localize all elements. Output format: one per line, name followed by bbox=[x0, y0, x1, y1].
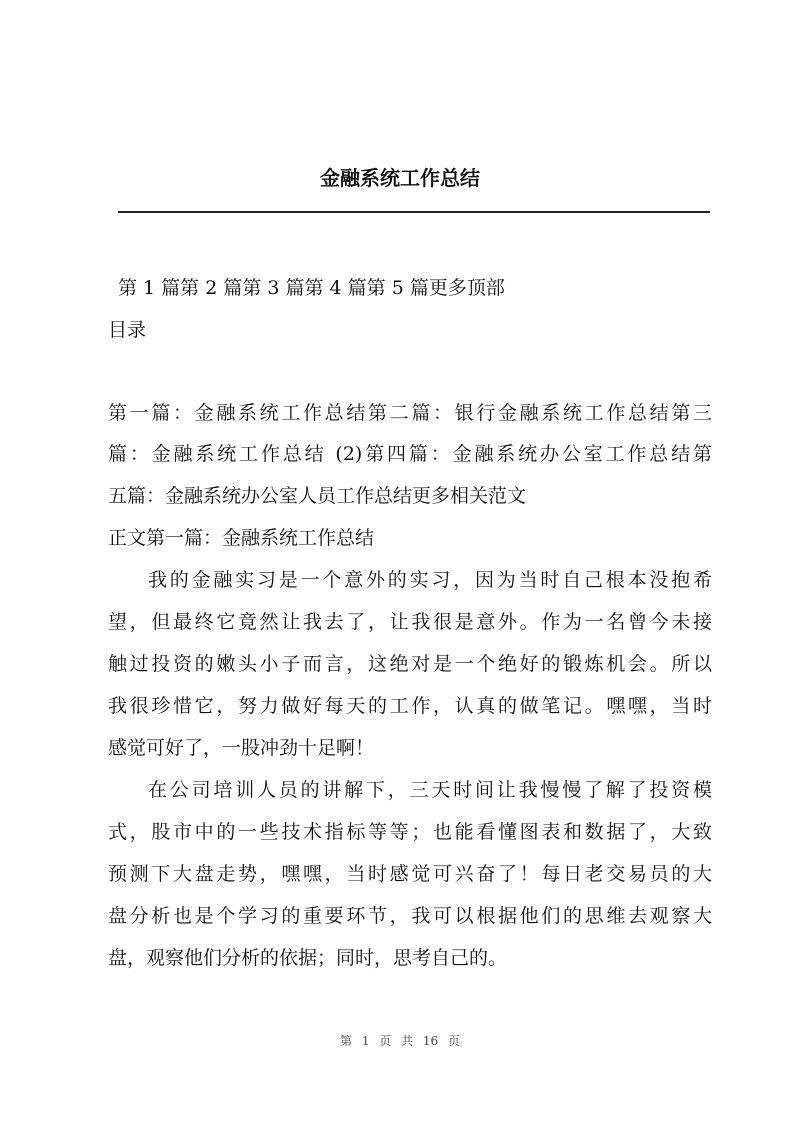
paragraph-line: 我的金融实习是一个意外的实习，因为当时自己根本没抱希 bbox=[148, 569, 712, 591]
paragraph-line: 我很珍惜它，努力做好每天的工作，认真的做笔记。嘿嘿，当时 bbox=[108, 695, 712, 717]
paragraph-line: 式，股市中的一些技术指标等等；也能看懂图表和数据了，大致 bbox=[108, 821, 712, 843]
toc-line: 五篇：金融系统办公室人员工作总结更多相关范文 bbox=[108, 485, 527, 507]
paragraph-line: 在公司培训人员的讲解下，三天时间让我慢慢了解了投资模 bbox=[148, 779, 712, 801]
toc-heading: 目录 bbox=[108, 319, 147, 341]
section-heading: 正文第一篇：金融系统工作总结 bbox=[108, 527, 375, 549]
toc-line: 第一篇：金融系统工作总结第二篇：银行金融系统工作总结第三 bbox=[108, 402, 712, 424]
toc-line: 篇：金融系统工作总结 (2)第四篇：金融系统办公室工作总结第 bbox=[108, 443, 712, 465]
paragraph-line: 预测下大盘走势，嘿嘿，当时感觉可兴奋了！每日老交易员的大 bbox=[108, 863, 712, 885]
title-divider bbox=[118, 211, 710, 213]
paragraph-line: 感觉可好了，一股冲劲十足啊！ bbox=[108, 737, 375, 759]
page-number-footer: 第 1 页 共 16 页 bbox=[340, 1034, 460, 1048]
paragraph-line: 触过投资的嫩头小子而言，这绝对是一个绝好的锻炼机会。所以 bbox=[108, 653, 712, 675]
paragraph-line: 盘，观察他们分析的依据；同时，思考自己的。 bbox=[108, 947, 508, 969]
paragraph-line: 望，但最终它竟然让我去了，让我很是意外。作为一名曾今未接 bbox=[108, 611, 712, 633]
section-nav: 第 1 篇第 2 篇第 3 篇第 4 篇第 5 篇更多顶部 bbox=[118, 277, 505, 299]
paragraph-line: 盘分析也是个学习的重要环节，我可以根据他们的思维去观察大 bbox=[108, 905, 712, 927]
document-title: 金融系统工作总结 bbox=[320, 166, 480, 190]
